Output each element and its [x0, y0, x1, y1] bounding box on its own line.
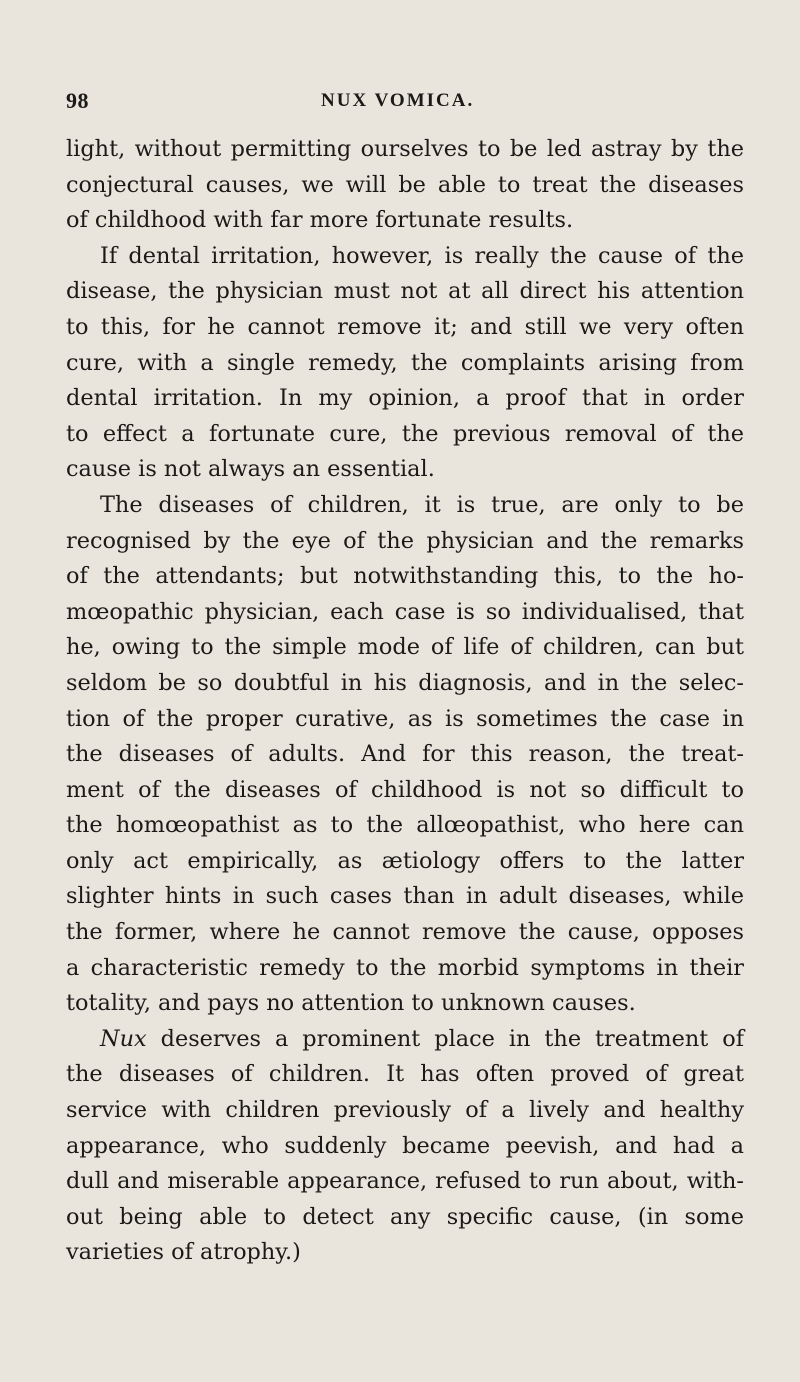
text-line: ment of the diseases of childhood is not so difficult to: [66, 776, 744, 803]
text-line: varieties of atrophy.): [66, 1239, 301, 1266]
text-line: of the attendants; but notwithstanding this, to the ho-: [66, 563, 744, 590]
italic-remedy-name: Nux: [100, 1025, 147, 1052]
running-head: NUX VOMICA.: [321, 90, 475, 111]
page-header: [66, 88, 746, 118]
text-line: dull and miserable appearance, refused to run about, with-: [66, 1168, 744, 1195]
page-number: 98: [66, 88, 89, 113]
text-line: seldom be so doubtful in his diagnosis, and in the selec-: [66, 669, 744, 696]
text-line: the diseases of children. It has often proved of great: [66, 1061, 744, 1088]
text-line: out being able to detect any specific cause, (in some: [66, 1203, 744, 1230]
text-line: service with children previously of a lively and healthy: [66, 1097, 744, 1124]
text-line: recognised by the eye of the physician and the remarks: [66, 527, 744, 554]
text-line: appearance, who suddenly became peevish, and had a: [66, 1132, 744, 1159]
text-line-with-italic-lead: [66, 1022, 744, 1058]
text-line: cure, with a single remedy, the complaints arising from: [66, 349, 744, 376]
text-line: to effect a fortunate cure, the previous removal of the: [66, 420, 744, 447]
text-line: light, without permitting ourselves to be led astray by the: [66, 136, 744, 162]
text-line-rest: deserves a prominent place in the treatment of: [160, 1025, 744, 1052]
text-line: to this, for he cannot remove it; and still we very often: [66, 313, 744, 340]
text-line: of childhood with far more fortunate results.: [66, 207, 574, 234]
text-line: only act empirically, as ætiology offers to the latter: [66, 847, 744, 874]
text-line: cause is not always an essential.: [66, 456, 435, 483]
text-line: dental irritation. In my opinion, a proof that in order: [66, 385, 744, 412]
text-line: the diseases of adults. And for this reason, the treat-: [66, 741, 744, 768]
text-line: disease, the physician must not at all direct his attention: [66, 278, 744, 305]
text-line: a characteristic remedy to the morbid symptoms in their: [66, 954, 744, 981]
body-text: [66, 132, 744, 1271]
text-line: conjectural causes, we will be able to treat the diseases: [66, 171, 744, 198]
text-line: If dental irritation, however, is really the cause of the: [100, 242, 744, 269]
text-line: he, owing to the simple mode of life of children, can but: [66, 634, 744, 661]
text-line: the former, where he cannot remove the cause, opposes: [66, 919, 744, 946]
text-line: slighter hints in such cases than in adult diseases, while: [66, 883, 744, 910]
text-line: tion of the proper curative, as is sometimes the case in: [66, 705, 744, 732]
text-line: The diseases of children, it is true, are only to be: [100, 491, 744, 518]
text-line: totality, and pays no attention to unknown causes.: [66, 990, 636, 1017]
text-line: the homœopathist as to the allœopathist, who here can: [66, 812, 744, 839]
text-line: mœopathic physician, each case is so individualised, that: [66, 598, 744, 625]
